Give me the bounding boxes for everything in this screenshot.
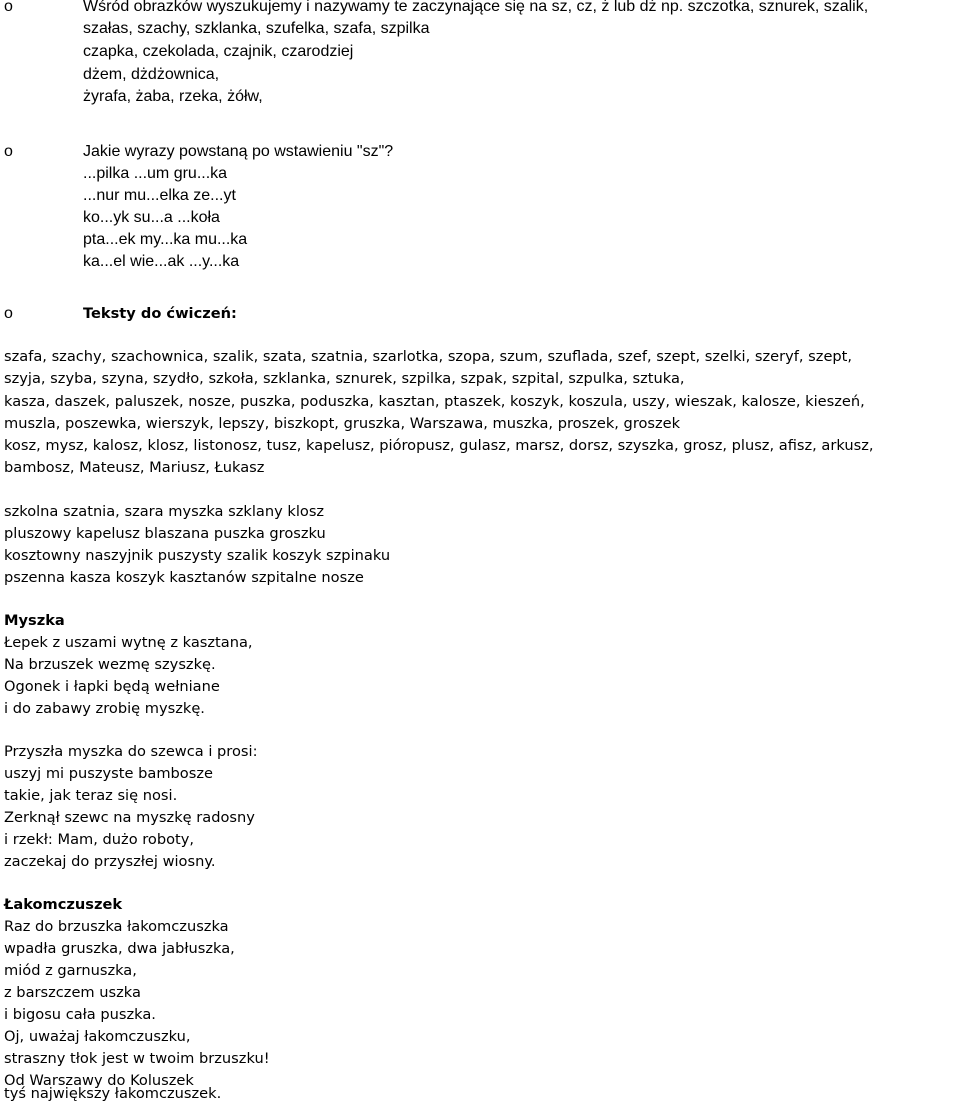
poem-line: Zerknął szewc na myszkę radosny: [4, 809, 255, 826]
exercise-line: ko...yk su...a ...koła: [83, 209, 220, 226]
poem-line: Raz do brzuszka łakomczuszka: [4, 918, 229, 935]
word-list-line: bambosz, Mateusz, Mariusz, Łukasz: [4, 459, 265, 476]
poem-line: Na brzuszek wezmę szyszkę.: [4, 656, 216, 673]
poem-line: i bigosu cała puszka.: [4, 1006, 156, 1023]
poem-line: tyś największy łakomczuszek.: [4, 1085, 222, 1102]
poem-line: Oj, uważaj łakomczuszku,: [4, 1028, 191, 1045]
poem-line: Od Warszawy do Koluszek: [4, 1072, 194, 1089]
poem-line: z barszczem uszka: [4, 984, 141, 1001]
poem-line: wpadła gruszka, dwa jabłuszka,: [4, 940, 235, 957]
exercise-question: Jakie wyrazy powstaną po wstawieniu "sz"?: [83, 143, 394, 160]
exercise-line: ka...el wie...ak ...y...ka: [83, 253, 240, 270]
intro-line: czapka, czekolada, czajnik, czarodziej: [83, 43, 354, 60]
intro-line: dżem, dżdżownica,: [83, 66, 220, 83]
poem-line: straszny tłok jest w twoim brzuszku!: [4, 1050, 270, 1067]
poem-line: i rzekł: Mam, dużo roboty,: [4, 831, 195, 848]
poem-line: Łepek z uszami wytnę z kasztana,: [4, 634, 253, 651]
phrase-line: kosztowny naszyjnik puszysty szalik koszyk szpinaku: [4, 547, 391, 564]
poem-line: zaczekaj do przyszłej wiosny.: [4, 853, 216, 870]
phrase-line: szkolna szatnia, szara myszka szklany klosz: [4, 503, 325, 520]
intro-line: żyrafa, żaba, rzeka, żółw,: [83, 88, 263, 105]
word-list-line: muszla, poszewka, wierszyk, lepszy, biszkopt, gruszka, Warszawa, muszka, proszek, groszek: [4, 415, 681, 432]
poem-title: Myszka: [4, 612, 65, 629]
bullet-marker: o: [4, 0, 13, 15]
word-list-line: szyja, szyba, szyna, szydło, szkoła, szklanka, sznurek, szpilka, szpak, szpital, szpulka, sztuka,: [4, 370, 685, 387]
poem-line: Ogonek i łapki będą wełniane: [4, 678, 220, 695]
phrase-line: pszenna kasza koszyk kasztanów szpitalne nosze: [4, 569, 364, 586]
poem-title: Łakomczuszek: [4, 896, 123, 913]
intro-line: szałas, szachy, szklanka, szufelka, szafa, szpilka: [83, 20, 430, 37]
word-list-line: kasza, daszek, paluszek, nosze, puszka, poduszka, kasztan, ptaszek, koszyk, koszula, uszy, wieszak, kalosze, kieszeń,: [4, 393, 865, 410]
phrase-line: pluszowy kapelusz blaszana puszka groszku: [4, 525, 326, 542]
exercise-line: pta...ek my...ka mu...ka: [83, 231, 248, 248]
section-heading: Teksty do ćwiczeń:: [83, 305, 237, 322]
word-list-line: kosz, mysz, kalosz, klosz, listonosz, tusz, kapelusz, pióropusz, gulasz, marsz, dorsz, szyszka, grosz, plusz, afisz, arkusz,: [4, 437, 874, 454]
bullet-marker: o: [4, 305, 13, 322]
poem-line: miód z garnuszka,: [4, 962, 137, 979]
bullet-marker: o: [4, 143, 13, 160]
word-list-line: szafa, szachy, szachownica, szalik, szata, szatnia, szarlotka, szopa, szum, szuflada, szef, szept, szelki, szeryf, szept,: [4, 348, 853, 365]
poem-line: i do zabawy zrobię myszkę.: [4, 700, 205, 717]
intro-line: Wśród obrazków wyszukujemy i nazywamy te zaczynające się na sz, cz, ż lub dż np. szczotka, sznurek, szalik,: [83, 0, 869, 15]
exercise-line: ...pilka ...um gru...ka: [83, 165, 228, 182]
poem-line: Przyszła myszka do szewca i prosi:: [4, 743, 258, 760]
exercise-line: ...nur mu...elka ze...yt: [83, 187, 236, 204]
poem-line: uszyj mi puszyste bambosze: [4, 765, 213, 782]
poem-line: takie, jak teraz się nosi.: [4, 787, 178, 804]
